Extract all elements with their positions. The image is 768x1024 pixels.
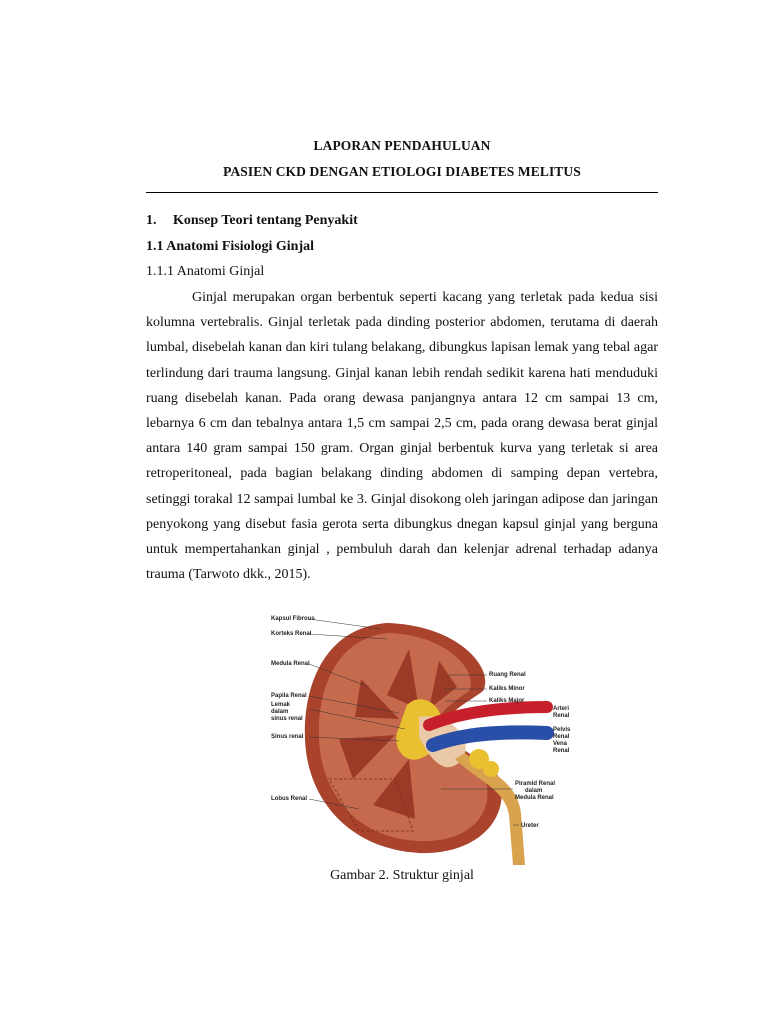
label-dalam: dalam [271, 709, 289, 715]
fat-lobule [483, 761, 499, 777]
label-lobus-renal: Lobus Renal [271, 796, 308, 802]
label-kapsul-fibrous: Kapsul Fibrous [271, 616, 315, 622]
title-divider [146, 192, 658, 193]
label-kaliks-minor: Kaliks Minor [489, 686, 525, 692]
section-heading-1 [146, 213, 358, 229]
label-papila-renal: Papila Renal [271, 693, 307, 699]
label-sinus-renal-fat: sinus renal [271, 716, 303, 722]
figure-caption: Gambar 2. Struktur ginjal [330, 868, 474, 883]
kidney-illustration [269, 609, 579, 865]
section-number: 1. [146, 213, 157, 228]
label-piramid-dalam: dalam [525, 788, 543, 794]
label-piramid-renal: Piramid Renal [515, 781, 556, 787]
document-title-line-2: PASIEN CKD DENGAN ETIOLOGI DIABETES MELITUS [223, 164, 581, 179]
label-kaliks-major: Kaliks Major [489, 698, 525, 704]
body-paragraph: Ginjal merupakan organ berbentuk seperti kacang yang terletak pada kedua sisi kolumna vertebralis. Ginjal terletak pada dinding posterior abdomen, terutama di daerah lumbal, disebelah kanan dan kiri tulang belakang, dibungkus lapisan lemak yang tebal agar terlindung dari trauma langsung. Ginjal kanan lebih rendah sedikit karena hati menduduki ruang disebelah kanan. Pada orang dewasa panjangnya antara 12 cm sampai 13 cm, lebarnya 6 cm dan tebalnya antara 1,5 cm sampai 2,5 cm, pada orang dewasa berat ginjal antara 140 gram sampai 150 gram. Organ ginjal berbentuk kurva yang terletak si area retroperitoneal, pada bagian belakang dinding abdomen di samping depan vertebra, setinggi torakal 12 sampai lumbal ke 3. Ginjal disokong oleh jaringan adipose dan jaringan penyokong yang disebut fasia gerota serta dibungkus dnegan kapsul ginjal yang berguna untuk mempertahankan ginjal , pembuluh darah dan kelenjar adrenal terhadap adanya trauma (Tarwoto dkk., 2015). [146, 290, 658, 583]
label-medula-renal-right: Medula Renal [515, 795, 554, 801]
label-ruang-renal: Ruang Renal [489, 672, 526, 678]
label-pelvis: Pelvis [553, 727, 571, 733]
label-korteks-renal: Korteks Renal [271, 631, 312, 637]
subsection-heading-1-1: 1.1 Anatomi Fisiologi Ginjal [146, 239, 315, 254]
document-title-line-1: LAPORAN PENDAHULUAN [313, 138, 491, 153]
label-ureter: Ureter [521, 823, 539, 829]
kidney-figure [269, 609, 579, 865]
label-arteri-renal: Renal [553, 713, 570, 719]
label-pelvis-renal: Renal [553, 734, 570, 740]
section-title: Konsep Teori tentang Penyakit [173, 213, 358, 228]
label-medula-renal: Medula Renal [271, 661, 310, 667]
label-vena: Vena [553, 741, 568, 747]
subsection-heading-1-1-1: 1.1.1 Anatomi Ginjal [146, 264, 265, 279]
renal-vein [433, 732, 547, 745]
label-arteri: Arteri [553, 706, 570, 712]
label-lemak: Lemak [271, 702, 291, 708]
label-sinus-renal: Sinus renal [271, 734, 304, 740]
label-vena-renal: Renal [553, 748, 570, 754]
